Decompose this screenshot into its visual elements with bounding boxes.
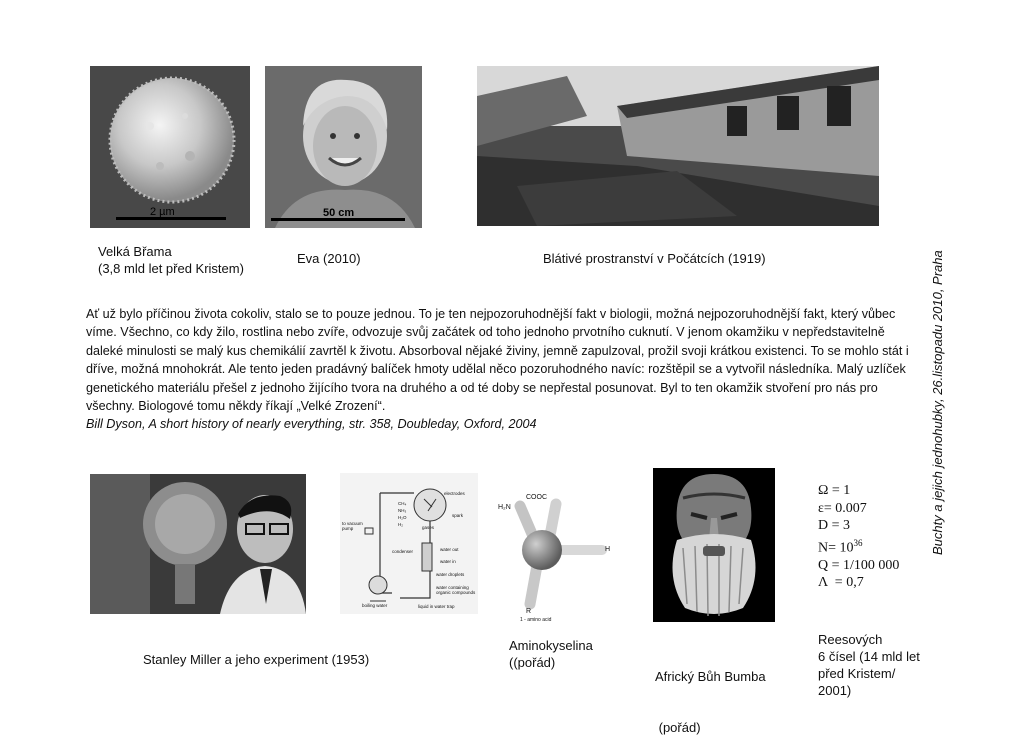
label-electrodes: electrodes [444,491,465,496]
bumba-caption-line-1: Africký Bůh Bumba [655,669,766,684]
constant-omega-symbol: Ω [818,483,829,498]
quote-block [86,305,916,434]
rees-constants [818,482,899,592]
constant-q-symbol: Q [818,557,829,573]
constant-omega-value: = 1 [828,483,851,498]
rees-caption-line-3: před Kristem/ [818,666,896,681]
label-nh3: NH₃ [398,508,407,513]
amino-label-r: R [526,608,532,615]
label-gases: gases [422,525,435,530]
quote-text: Ať už bylo příčinou života cokoliv, stalo se to pouze jednou. To je ten nejpozoruhodnější fakt v biologii, možná nejpozoruhodnější fakt, který vůbec víme. Všechno, co kdy žilo, rostlina nebo zvíře, odvozuje svůj začátek od toho jednoho prvotního cuknutí. V jenom okamžiku v nepředstavitelně daleké minulosti se malý kus chemikálií zavrtěl k životu. Absorboval nějaké živiny, jemně zapulzoval, prožil svoji krátkou existenci. To se mohlo stát i dříve, možná mnohokrát. Ale tento jeden pradávný balíček hmoty udělal něco pozoruhodného navíc: rozštěpil se a vytvořil následníka. Malý uzlíček genetického materiálu přešel z jednoho žijícího tvora na druhého a od té doby se nepřestal posunovat. Byl to ten okamžik stvoření pro nás pro všechny. Biologové tomu někdy říkají „Velké Zrození“. [86,307,909,414]
label-ch4: CH₄ [398,501,407,506]
label-water-droplets: water droplets [436,572,465,577]
amino-label-caption: 1 - amino acid [520,617,552,623]
label-water-out: water out [440,547,459,552]
constant-q [818,557,899,575]
miller-photo [90,474,306,614]
bumba-mask-photo [653,468,775,622]
mask-image [653,468,775,622]
label-h2o: H₂O [398,515,407,520]
constant-lambda-value: = 0,7 [827,575,864,591]
cell-caption [98,243,244,277]
label-water-trap: liquid in water trap [418,604,455,609]
amino-label-h: H [605,546,611,553]
constant-epsilon [818,500,899,518]
cell-caption-line-2: (3,8 mld let před Kristem) [98,261,244,276]
miller-urey-diagram [340,473,478,614]
label-h2: H₂ [398,522,403,527]
rees-caption [818,631,920,699]
cell-scale-label: 2 µm [150,206,175,218]
amino-caption [509,637,593,671]
cell-caption-line-1: Velká Břama [98,244,172,259]
village-image [477,66,879,226]
cell-micrograph [90,66,250,228]
rees-caption-line-2: 6 čísel (14 mld let [818,649,920,664]
village-caption: Blátivé prostranství v Počátcích (1919) [543,251,766,266]
label-spark: spark [452,513,464,518]
label-boiling-water: boiling water [362,603,388,608]
label-organic-compounds: water containing organic compounds [436,585,476,595]
bumba-caption [655,634,766,753]
amino-caption-line-2: ((pořád) [509,655,556,670]
label-water-in: water in [440,559,456,564]
amino-acid-model [490,488,620,623]
constant-n [818,535,899,557]
quote-source: Bill Dyson, A short history of nearly everything, str. 358, Doubleday, Oxford, 2004 [86,417,537,432]
constant-n-exponent: 36 [853,537,863,548]
label-vacuum-pump: to vacuum pump [342,521,363,531]
constant-n-value: = 10 [828,540,854,556]
constant-d-value: = 3 [828,518,851,533]
constant-q-value: = 1/100 000 [828,557,900,573]
constant-epsilon-value: = 0.007 [823,500,867,516]
constant-lambda [818,574,899,592]
constant-epsilon-symbol: ε [818,500,824,516]
constant-omega [818,482,899,500]
side-title: Buchty a jejich jednohubky, 26.listopadu 2010, Praha [930,250,945,555]
miller-image [90,474,306,614]
eva-caption: Eva (2010) [297,251,361,266]
constant-n-symbol: N [818,540,829,556]
village-photo [477,66,879,226]
rees-caption-line-1: Reesových [818,632,883,647]
constant-lambda-symbol: Λ [818,575,828,591]
eva-portrait [265,66,422,228]
constant-d [818,517,899,535]
constant-d-symbol: D [818,518,829,533]
rees-caption-line-4: 2001) [818,683,852,698]
label-condenser: condenser [392,549,414,554]
cell-image [90,66,250,228]
amino-label-cooc: COOC [526,494,547,501]
eva-image [265,66,422,228]
miller-caption: Stanley Miller a jeho experiment (1953) [143,652,370,667]
eva-scale-label: 50 cm [323,207,355,219]
amino-label-h2n: H₂N [498,504,511,511]
amino-caption-line-1: Aminokyselina [509,638,593,653]
bumba-caption-line-2: (pořád) [655,720,701,735]
